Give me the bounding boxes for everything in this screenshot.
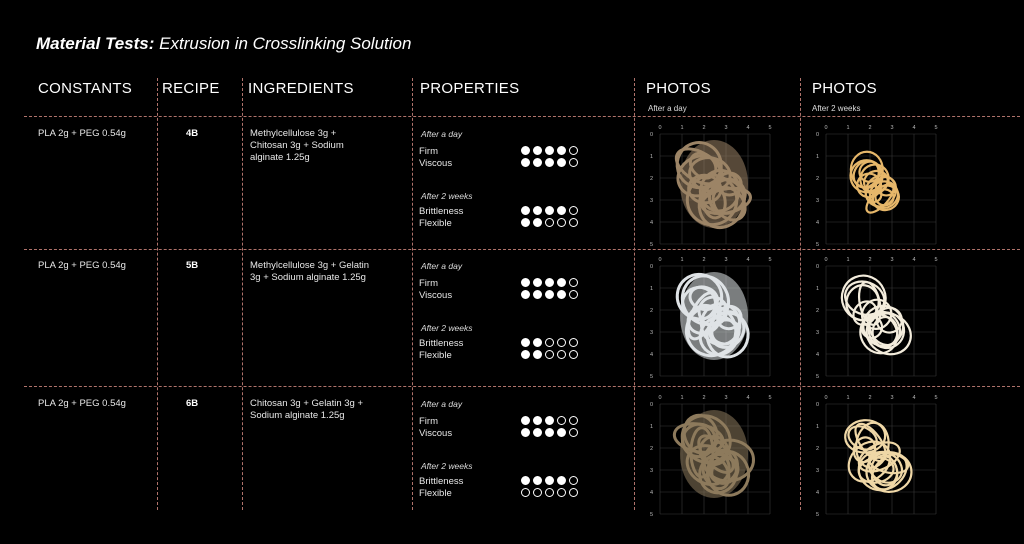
sample-photo-day (642, 254, 798, 382)
rating-dot-empty (569, 428, 578, 437)
rating-dot-filled (533, 206, 542, 215)
sample-strands (848, 151, 903, 216)
grid-tick-x: 1 (680, 257, 684, 263)
rating-dot-empty (569, 206, 578, 215)
rating-dot-filled (533, 278, 542, 287)
rating-firm (521, 416, 578, 425)
sample-strands (835, 269, 918, 362)
rating-brittleness (521, 206, 578, 215)
header-constants: CONSTANTS (38, 80, 133, 97)
grid-tick-y: 4 (650, 220, 654, 226)
grid-tick-x: 3 (890, 125, 894, 131)
rating-dot-filled (521, 428, 530, 437)
recipe-id: 6B (186, 398, 199, 409)
rating-dot-filled (545, 158, 554, 167)
grid-tick-x: 5 (768, 257, 772, 263)
grid-tick-x: 0 (824, 125, 828, 131)
grid-tick-y: 2 (650, 308, 654, 314)
grid-tick-x: 0 (658, 395, 662, 401)
property-flexible: Flexible (419, 350, 452, 361)
rating-dot-filled (557, 476, 566, 485)
rating-dot-filled (533, 158, 542, 167)
rating-dot-filled (557, 278, 566, 287)
ingredients-line: Methylcellulose 3g + (250, 128, 337, 139)
rating-dot-filled (557, 428, 566, 437)
rating-dot-filled (533, 218, 542, 227)
rating-dot-empty (569, 338, 578, 347)
grid-tick-x: 1 (846, 395, 850, 401)
rating-dot-filled (533, 350, 542, 359)
rating-dot-filled (521, 350, 530, 359)
property-brittleness: Brittleness (419, 476, 464, 487)
grid-tick-y: 5 (816, 374, 820, 380)
rating-dot-empty (569, 476, 578, 485)
rating-flexible (521, 218, 578, 227)
photo-sub-weeks: After 2 weeks (812, 104, 861, 113)
ingredients-line: 3g + Sodium alginate 1.25g (250, 272, 366, 283)
rating-viscous (521, 290, 578, 299)
page-title (36, 34, 411, 54)
grid-tick-x: 2 (868, 257, 872, 263)
grid-tick-x: 0 (824, 257, 828, 263)
rating-dot-filled (557, 158, 566, 167)
rating-dot-empty (521, 488, 530, 497)
rating-viscous (521, 158, 578, 167)
period-label-day: After a day (421, 399, 463, 409)
rating-dot-empty (569, 290, 578, 299)
grid-tick-x: 3 (724, 257, 728, 263)
grid-tick-y: 1 (816, 424, 820, 430)
grid-tick-y: 3 (816, 468, 820, 474)
grid-tick-y: 4 (650, 490, 654, 496)
rating-dot-filled (557, 290, 566, 299)
grid-tick-x: 5 (768, 395, 772, 401)
sample-photo-weeks (808, 392, 964, 520)
column-divider (800, 78, 801, 510)
grid-tick-y: 0 (650, 264, 654, 270)
grid-tick-x: 5 (934, 257, 938, 263)
grid-tick-y: 0 (816, 264, 820, 270)
property-brittleness: Brittleness (419, 338, 464, 349)
ingredients-line: Sodium alginate 1.25g (250, 410, 345, 421)
grid-tick-x: 4 (912, 125, 916, 131)
grid-tick-y: 4 (816, 220, 820, 226)
grid-tick-y: 3 (816, 330, 820, 336)
rating-dot-empty (569, 278, 578, 287)
rating-dot-empty (557, 350, 566, 359)
grid-tick-x: 3 (890, 257, 894, 263)
grid-tick-x: 3 (724, 125, 728, 131)
sample-photo-day (642, 392, 798, 520)
constants-text: PLA 2g + PEG 0.54g (38, 398, 126, 409)
grid-tick-x: 2 (702, 395, 706, 401)
property-flexible: Flexible (419, 218, 452, 229)
rating-dot-empty (569, 488, 578, 497)
header-ingredients: INGREDIENTS (248, 80, 354, 97)
ingredients-line: Methylcellulose 3g + Gelatin (250, 260, 370, 271)
period-label-weeks: After 2 weeks (421, 323, 473, 333)
grid-tick-x: 4 (746, 395, 750, 401)
recipe-id: 4B (186, 128, 199, 139)
rating-dot-filled (533, 338, 542, 347)
sample-photo-day (642, 122, 798, 250)
photo-sub-day: After a day (648, 104, 687, 113)
recipe-id: 5B (186, 260, 199, 271)
grid-tick-x: 1 (846, 257, 850, 263)
sample-strands (668, 265, 751, 362)
rating-firm (521, 278, 578, 287)
rating-firm (521, 146, 578, 155)
rating-dot-filled (545, 476, 554, 485)
rating-dot-empty (557, 338, 566, 347)
property-firm: Firm (419, 416, 438, 427)
grid-tick-y: 0 (816, 132, 820, 138)
grid-tick-y: 3 (650, 468, 654, 474)
grid-tick-x: 0 (658, 257, 662, 263)
rating-dot-filled (533, 476, 542, 485)
period-label-day: After a day (421, 129, 463, 139)
rating-dot-filled (533, 428, 542, 437)
property-flexible: Flexible (419, 488, 452, 499)
period-label-weeks: After 2 weeks (421, 191, 473, 201)
rating-dot-filled (521, 416, 530, 425)
grid-tick-y: 0 (650, 402, 654, 408)
grid-tick-x: 0 (824, 395, 828, 401)
grid-tick-y: 4 (816, 490, 820, 496)
rating-dot-filled (533, 290, 542, 299)
grid-tick-y: 1 (650, 154, 654, 160)
grid-tick-x: 3 (724, 395, 728, 401)
rating-dot-empty (569, 350, 578, 359)
rating-dot-filled (521, 290, 530, 299)
rating-dot-filled (533, 416, 542, 425)
rating-dot-filled (545, 278, 554, 287)
grid-tick-y: 1 (650, 286, 654, 292)
rating-dot-filled (545, 428, 554, 437)
column-divider (412, 78, 413, 510)
rating-dot-empty (545, 350, 554, 359)
header-recipe: RECIPE (162, 80, 220, 97)
period-label-weeks: After 2 weeks (421, 461, 473, 471)
rating-dot-filled (557, 146, 566, 155)
constants-text: PLA 2g + PEG 0.54g (38, 260, 126, 271)
title-bold: Material Tests: (36, 34, 155, 53)
grid-tick-x: 5 (934, 125, 938, 131)
rating-dot-empty (545, 218, 554, 227)
grid-tick-y: 5 (816, 512, 820, 518)
rating-brittleness (521, 338, 578, 347)
grid-tick-x: 4 (746, 125, 750, 131)
grid-tick-y: 1 (650, 424, 654, 430)
sample-photo-weeks (808, 122, 964, 250)
grid-tick-x: 4 (746, 257, 750, 263)
grid-tick-y: 0 (816, 402, 820, 408)
grid-tick-y: 5 (816, 242, 820, 248)
grid-tick-y: 1 (816, 286, 820, 292)
rating-dot-empty (557, 416, 566, 425)
property-viscous: Viscous (419, 158, 453, 169)
grid-tick-y: 3 (650, 330, 654, 336)
grid-tick-y: 3 (650, 198, 654, 204)
property-firm: Firm (419, 146, 438, 157)
property-viscous: Viscous (419, 428, 453, 439)
grid-tick-y: 2 (816, 308, 820, 314)
rating-dot-filled (521, 146, 530, 155)
ingredients-line: Chitosan 3g + Sodium (250, 140, 344, 151)
column-divider (157, 78, 158, 510)
grid-tick-y: 5 (650, 374, 654, 380)
grid-tick-x: 2 (868, 395, 872, 401)
rating-dot-empty (569, 218, 578, 227)
header-photos-weeks: PHOTOS (812, 80, 877, 97)
column-divider (634, 78, 635, 510)
ingredients-line: alginate 1.25g (250, 152, 310, 163)
header-properties: PROPERTIES (420, 80, 520, 97)
property-brittleness: Brittleness (419, 206, 464, 217)
property-firm: Firm (419, 278, 438, 289)
sample-strands (672, 406, 755, 500)
grid-tick-y: 1 (816, 154, 820, 160)
sample-strands (841, 419, 914, 498)
grid-tick-y: 2 (650, 176, 654, 182)
title-rest: Extrusion in Crosslinking Solution (154, 34, 412, 53)
grid-tick-x: 2 (868, 125, 872, 131)
rating-dot-filled (545, 416, 554, 425)
grid-tick-x: 5 (934, 395, 938, 401)
grid-tick-x: 4 (912, 257, 916, 263)
rating-dot-empty (545, 488, 554, 497)
grid-tick-y: 2 (816, 176, 820, 182)
rating-flexible (521, 488, 578, 497)
rating-dot-filled (521, 218, 530, 227)
rating-dot-filled (545, 206, 554, 215)
grid-tick-y: 4 (650, 352, 654, 358)
grid-tick-x: 5 (768, 125, 772, 131)
rating-flexible (521, 350, 578, 359)
rating-dot-filled (557, 206, 566, 215)
sample-photo-weeks (808, 254, 964, 382)
rating-dot-empty (569, 158, 578, 167)
rating-dot-empty (569, 416, 578, 425)
rating-dot-filled (545, 290, 554, 299)
grid-tick-y: 3 (816, 198, 820, 204)
header-photos-day: PHOTOS (646, 80, 711, 97)
rating-dot-empty (533, 488, 542, 497)
row-divider (24, 386, 1020, 387)
period-label-day: After a day (421, 261, 463, 271)
grid-tick-y: 4 (816, 352, 820, 358)
constants-text: PLA 2g + PEG 0.54g (38, 128, 126, 139)
rating-viscous (521, 428, 578, 437)
rating-dot-empty (569, 146, 578, 155)
grid-tick-y: 2 (650, 446, 654, 452)
grid-tick-x: 1 (846, 125, 850, 131)
grid-tick-x: 1 (680, 395, 684, 401)
rating-dot-filled (521, 338, 530, 347)
grid-tick-x: 2 (702, 125, 706, 131)
rating-dot-empty (557, 218, 566, 227)
row-divider (24, 116, 1020, 117)
grid-tick-y: 5 (650, 512, 654, 518)
grid-tick-y: 0 (650, 132, 654, 138)
rating-dot-filled (533, 146, 542, 155)
grid-tick-y: 5 (650, 242, 654, 248)
grid-tick-x: 3 (890, 395, 894, 401)
rating-dot-filled (521, 476, 530, 485)
grid-tick-x: 1 (680, 125, 684, 131)
rating-dot-filled (521, 158, 530, 167)
grid-tick-x: 0 (658, 125, 662, 131)
property-viscous: Viscous (419, 290, 453, 301)
ingredients-line: Chitosan 3g + Gelatin 3g + (250, 398, 364, 409)
rating-dot-filled (521, 206, 530, 215)
rating-dot-filled (521, 278, 530, 287)
grid-tick-x: 2 (702, 257, 706, 263)
sample-strands (670, 137, 752, 235)
rating-dot-empty (557, 488, 566, 497)
grid-tick-y: 2 (816, 446, 820, 452)
rating-dot-empty (545, 338, 554, 347)
grid-tick-x: 4 (912, 395, 916, 401)
column-divider (242, 78, 243, 510)
rating-brittleness (521, 476, 578, 485)
rating-dot-filled (545, 146, 554, 155)
